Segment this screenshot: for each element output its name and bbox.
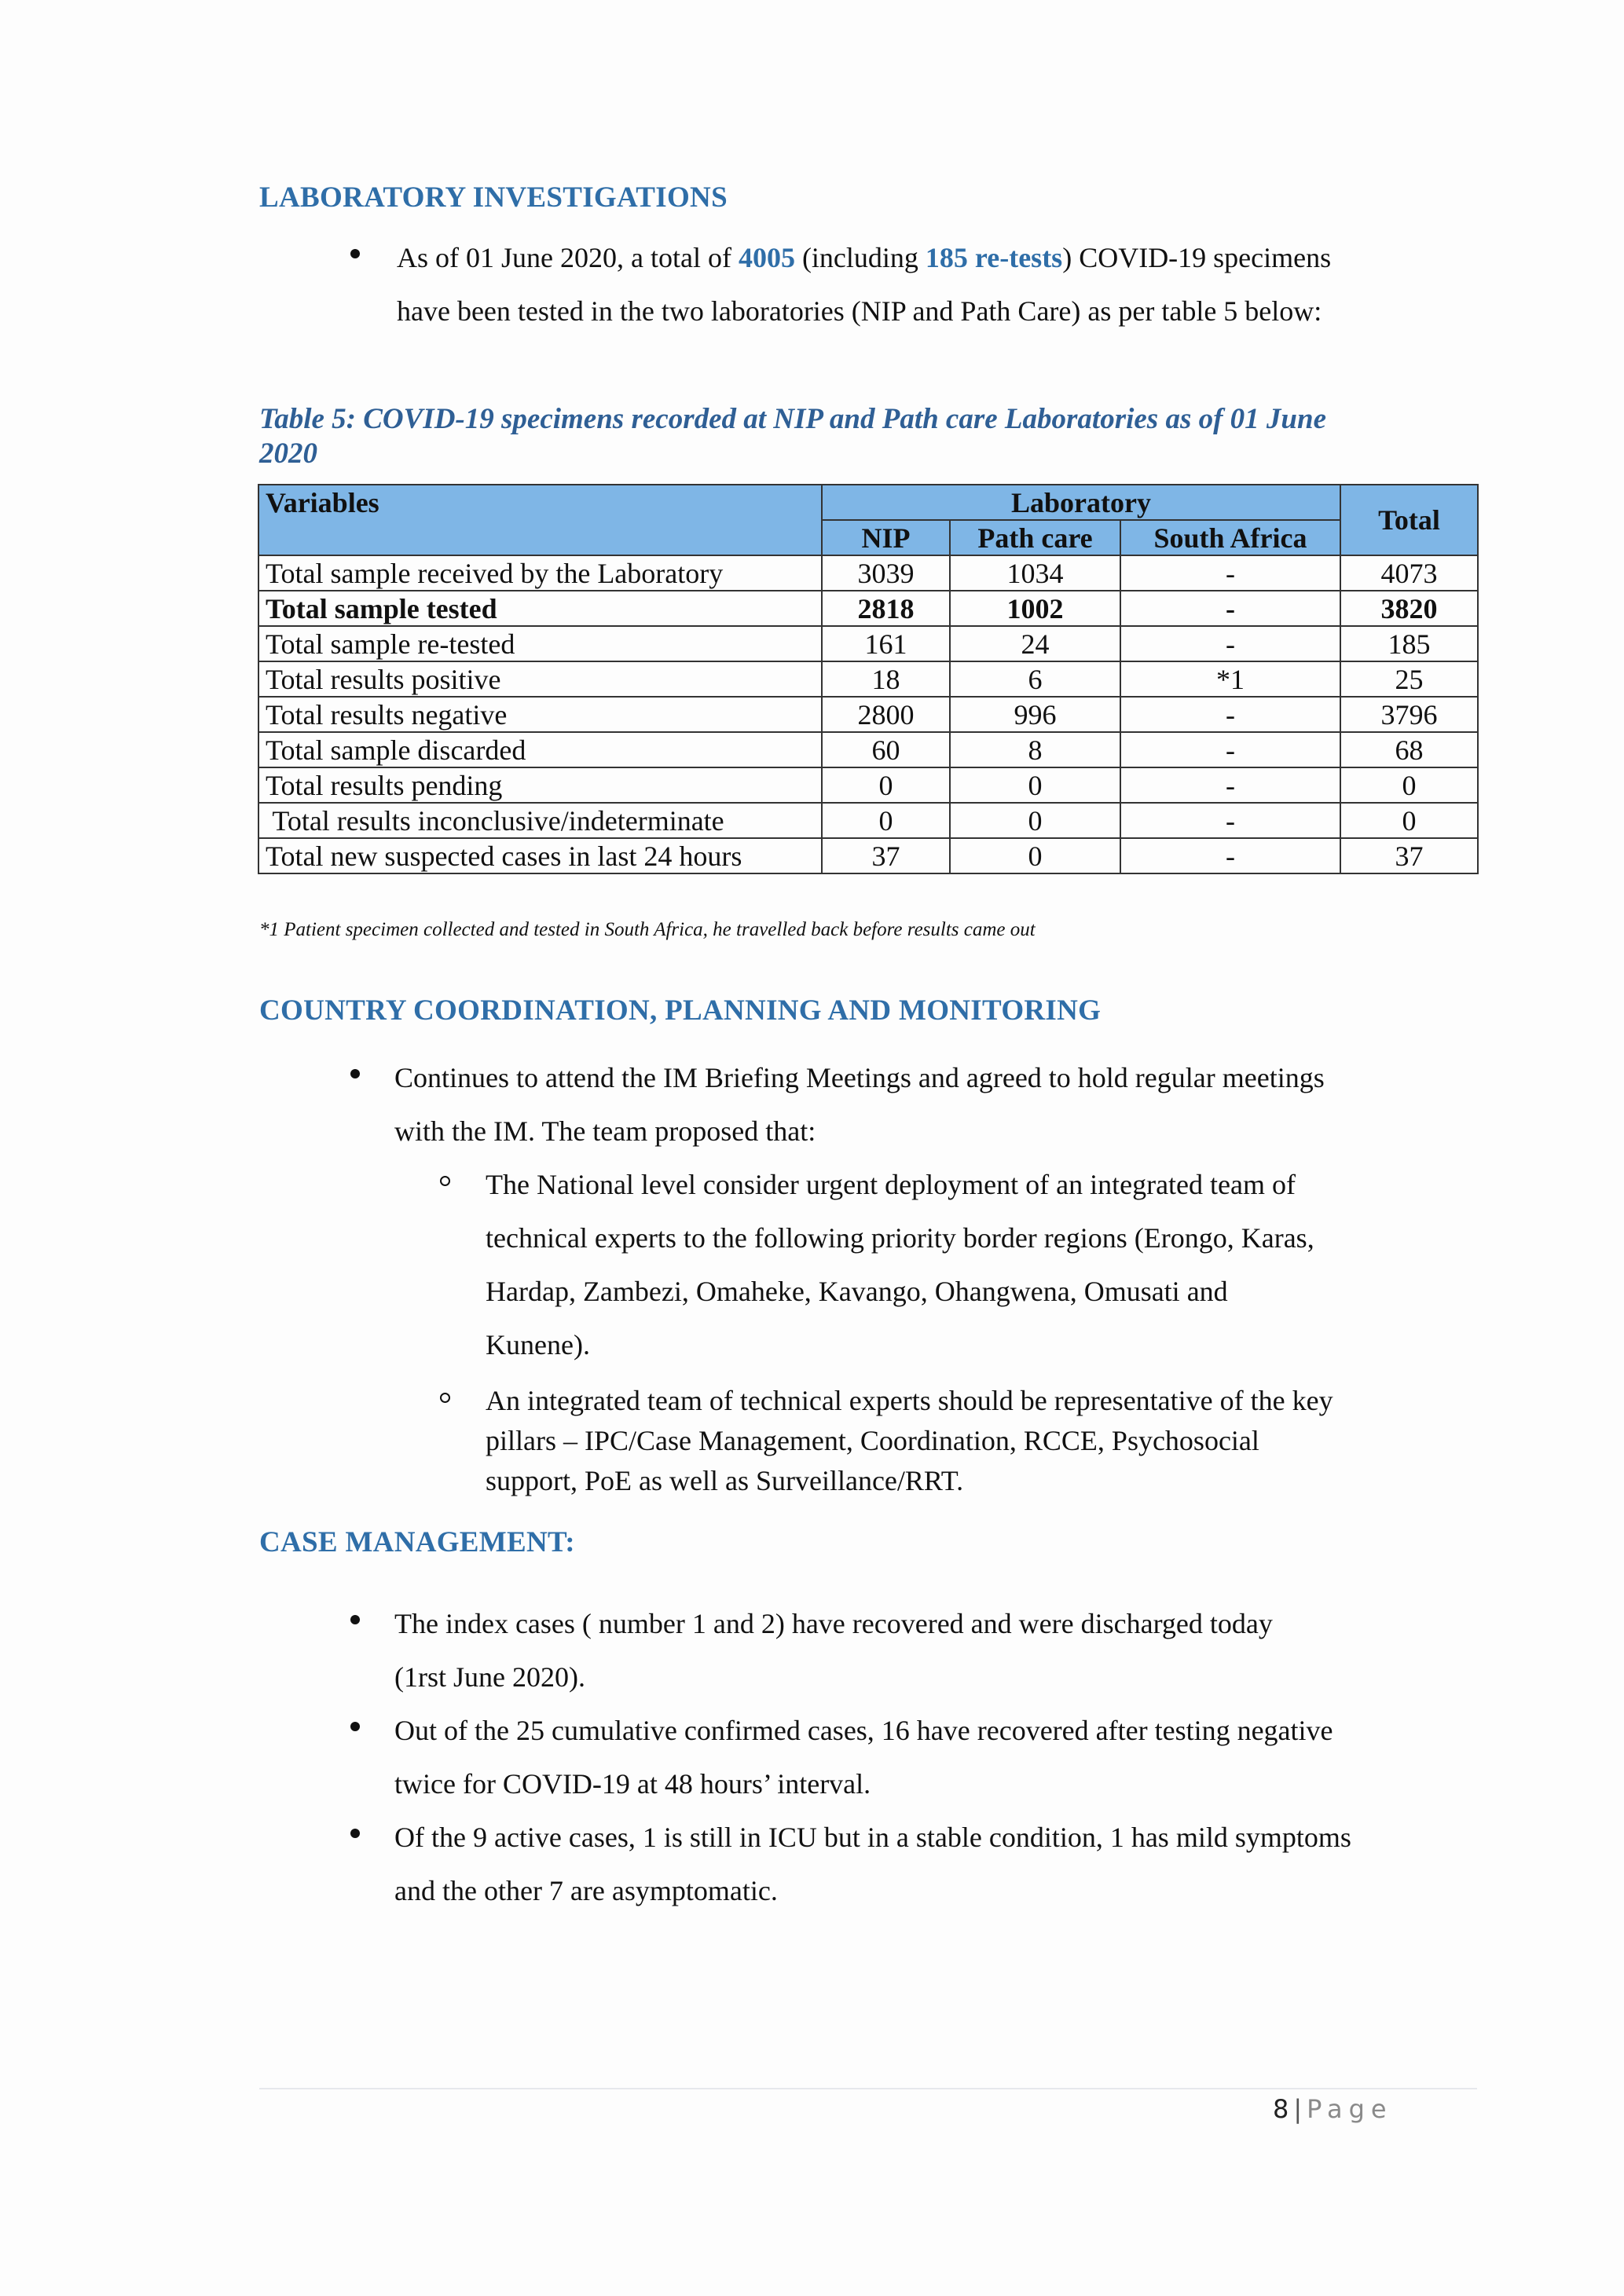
case-bullet-text (394, 1597, 1494, 1704)
case-bullet-text (394, 1811, 1494, 1917)
cell-total: 4073 (1340, 555, 1478, 591)
section-heading-case-management: CASE MANAGEMENT: (259, 1526, 575, 1558)
coordination-line2: with the IM. The team proposed that: (394, 1115, 816, 1147)
table-caption-line2: 2020 (259, 438, 317, 470)
retests-value: 185 re-tests (925, 242, 1063, 273)
lab-text-post: ) COVID-19 specimens (1062, 242, 1332, 273)
row-label: Total results positive (258, 661, 822, 697)
bullet-icon (350, 1829, 360, 1838)
coordination-line1: Continues to attend the IM Briefing Meetings and agreed to hold regular meetings (394, 1062, 1325, 1093)
table-row (258, 555, 1478, 591)
header-south-africa: South Africa (1120, 520, 1340, 555)
coordination-sub2-text (486, 1381, 1491, 1501)
page-number (1273, 2094, 1393, 2124)
cell-nip: 18 (822, 661, 950, 697)
cell-total: 68 (1340, 732, 1478, 767)
total-specimens-value: 4005 (738, 242, 795, 273)
page-label: Page (1307, 2094, 1393, 2124)
cell-path-care: 0 (950, 767, 1120, 803)
cell-south-africa: - (1120, 626, 1340, 661)
cell-path-care: 996 (950, 697, 1120, 732)
lab-bullet-text (397, 231, 1489, 338)
row-label: Total new suspected cases in last 24 hours (258, 838, 822, 873)
row-label: Total sample re-tested (258, 626, 822, 661)
bullet-icon (350, 1069, 360, 1078)
cell-nip: 2800 (822, 697, 950, 732)
coordination-bullet-text (394, 1051, 1494, 1158)
cell-total: 37 (1340, 838, 1478, 873)
footer-divider (259, 2088, 1477, 2089)
row-label: Total sample tested (258, 591, 822, 626)
cell-nip: 60 (822, 732, 950, 767)
header-variables: Variables (258, 485, 822, 555)
cell-south-africa: - (1120, 838, 1340, 873)
cell-total: 0 (1340, 767, 1478, 803)
case-bullet-line: Out of the 25 cumulative confirmed cases, 16 have recovered after testing negative (394, 1715, 1333, 1746)
cell-nip: 2818 (822, 591, 950, 626)
table-row (258, 767, 1478, 803)
lab-text-mid: (including (794, 242, 926, 273)
bullet-icon (350, 1722, 360, 1731)
bullet-icon (350, 249, 360, 258)
lab-text-pre: As of 01 June 2020, a total of (397, 242, 739, 273)
row-label: Total sample received by the Laboratory (258, 555, 822, 591)
header-nip: NIP (822, 520, 950, 555)
cell-total: 3820 (1340, 591, 1478, 626)
cell-nip: 3039 (822, 555, 950, 591)
laboratory-table (258, 484, 1479, 874)
table-row (258, 803, 1478, 838)
sub-bullet-icon (440, 1176, 450, 1186)
cell-south-africa: - (1120, 803, 1340, 838)
sub2-line: pillars – IPC/Case Management, Coordination, RCCE, Psychosocial (486, 1425, 1259, 1456)
table-caption-line1: Table 5: COVID-19 specimens recorded at NIP and Path care Laboratories as of 01 June (259, 403, 1326, 435)
section-heading-laboratory: LABORATORY INVESTIGATIONS (259, 181, 728, 214)
table-row (258, 838, 1478, 873)
cell-nip: 161 (822, 626, 950, 661)
case-bullet-text (394, 1704, 1494, 1811)
case-bullet-line: and the other 7 are asymptomatic. (394, 1875, 778, 1906)
cell-total: 0 (1340, 803, 1478, 838)
cell-south-africa: *1 (1120, 661, 1340, 697)
table-row (258, 591, 1478, 626)
cell-total: 25 (1340, 661, 1478, 697)
cell-nip: 37 (822, 838, 950, 873)
cell-south-africa: - (1120, 591, 1340, 626)
sub-bullet-icon (440, 1393, 450, 1403)
row-label: Total results inconclusive/indeterminate (258, 803, 822, 838)
header-laboratory: Laboratory (822, 485, 1340, 520)
header-total: Total (1340, 485, 1478, 555)
case-bullet-line: Of the 9 active cases, 1 is still in ICU but in a stable condition, 1 has mild symptoms (394, 1822, 1351, 1853)
case-bullet-line: twice for COVID-19 at 48 hours’ interval. (394, 1768, 871, 1800)
lab-text-line2: have been tested in the two laboratories (NIP and Path Care) as per table 5 below: (397, 295, 1322, 327)
cell-south-africa: - (1120, 555, 1340, 591)
table-row (258, 661, 1478, 697)
sub1-line: The National level consider urgent deployment of an integrated team of (486, 1169, 1296, 1200)
header-path-care: Path care (950, 520, 1120, 555)
sub1-line: technical experts to the following priority border regions (Erongo, Karas, (486, 1222, 1314, 1254)
cell-path-care: 6 (950, 661, 1120, 697)
case-bullet-line: The index cases ( number 1 and 2) have recovered and were discharged today (394, 1608, 1273, 1639)
table-row (258, 732, 1478, 767)
sub2-line: An integrated team of technical experts should be representative of the key (486, 1385, 1333, 1416)
table-row (258, 697, 1478, 732)
sub2-line: support, PoE as well as Surveillance/RRT. (486, 1465, 964, 1496)
table-caption (259, 402, 1485, 471)
page-number-value: 8 (1273, 2094, 1289, 2124)
page-separator: | (1293, 2094, 1303, 2124)
table-footnote: *1 Patient specimen collected and tested in South Africa, he travelled back before results came out (259, 919, 1036, 940)
section-heading-coordination: COUNTRY COORDINATION, PLANNING AND MONITORING (259, 994, 1102, 1027)
cell-path-care: 1002 (950, 591, 1120, 626)
row-label: Total results negative (258, 697, 822, 732)
row-label: Total results pending (258, 767, 822, 803)
table-row (258, 626, 1478, 661)
sub1-line: Kunene). (486, 1329, 590, 1360)
cell-south-africa: - (1120, 767, 1340, 803)
cell-south-africa: - (1120, 732, 1340, 767)
case-bullet-line: (1rst June 2020). (394, 1661, 585, 1693)
cell-path-care: 24 (950, 626, 1120, 661)
coordination-sub1-text (486, 1158, 1491, 1371)
cell-path-care: 0 (950, 838, 1120, 873)
sub1-line: Hardap, Zambezi, Omaheke, Kavango, Ohangwena, Omusati and (486, 1276, 1228, 1307)
cell-path-care: 0 (950, 803, 1120, 838)
cell-south-africa: - (1120, 697, 1340, 732)
cell-path-care: 1034 (950, 555, 1120, 591)
cell-total: 3796 (1340, 697, 1478, 732)
cell-nip: 0 (822, 767, 950, 803)
row-label: Total sample discarded (258, 732, 822, 767)
cell-nip: 0 (822, 803, 950, 838)
cell-path-care: 8 (950, 732, 1120, 767)
cell-total: 185 (1340, 626, 1478, 661)
bullet-icon (350, 1615, 360, 1624)
